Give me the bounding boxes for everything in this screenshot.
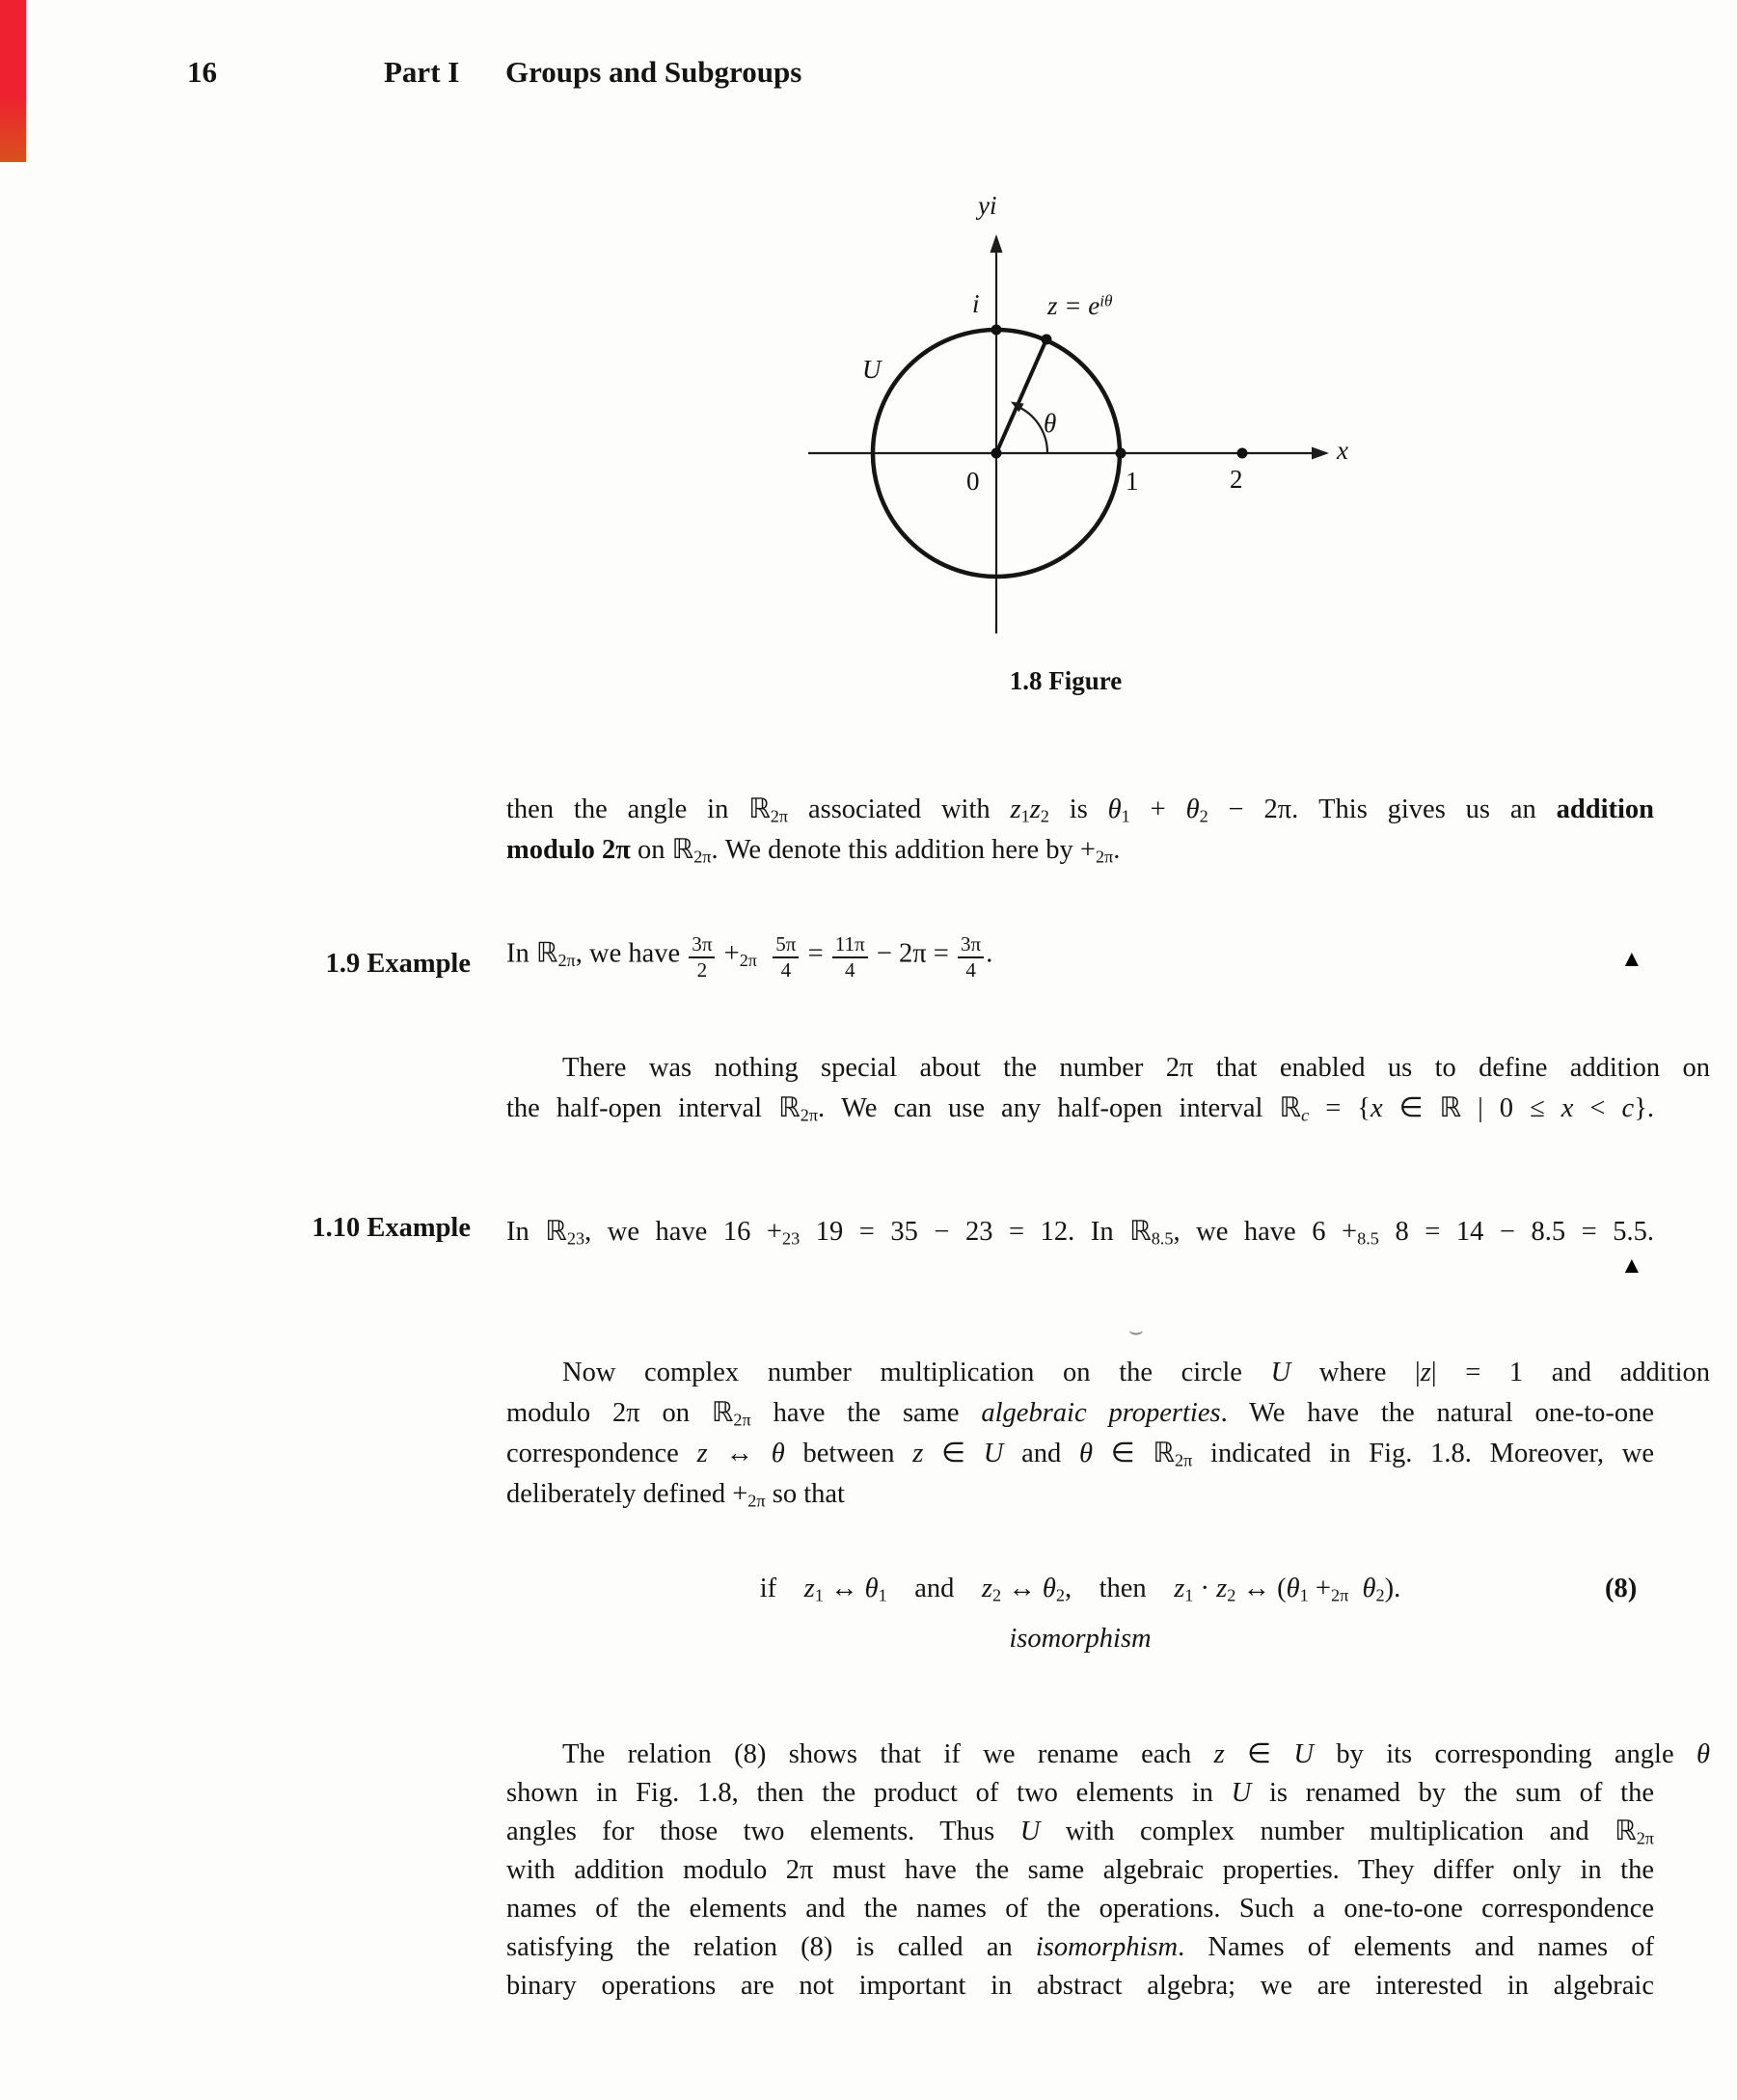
- page-number: 16: [187, 55, 217, 89]
- paragraph-line: angles for those two elements. Thus U with complex number multiplication and ℝ$_{2\pi}$: [506, 1817, 1655, 1848]
- example-end-marker: ▲: [1620, 947, 1643, 972]
- z-dot: [1042, 335, 1052, 345]
- tick-2-label: 2: [1230, 465, 1243, 494]
- paragraph-line: binary operations are not important in abstract algebra; we are interested in algebraic: [506, 1971, 1654, 2001]
- scan-smudge-artifact: ⌣: [1128, 1319, 1144, 1344]
- equation-8-number: (8): [1605, 1574, 1638, 1603]
- part-label: Part I: [384, 55, 460, 89]
- y-axis-arrowhead: [991, 234, 1003, 253]
- origin-dot: [991, 448, 1002, 459]
- y-axis-label: yi: [978, 191, 997, 220]
- origin-label: 0: [966, 467, 980, 496]
- x-axis-label: x: [1337, 436, 1348, 465]
- paragraph-line: shown in Fig. 1.8, then the product of two elements in U is renamed by the sum of the: [506, 1778, 1654, 1808]
- paragraph-line: then the angle in ℝ$_{2\pi}$ associated with $z_1z_2$ is $\theta_1 + \theta_2 - 2\pi$. This gives us an addition: [506, 794, 1655, 826]
- i-label: i: [972, 289, 980, 318]
- tick-1-label: 1: [1126, 467, 1139, 496]
- paragraph-line: There was nothing special about the number 2π that enabled us to define addition on: [562, 1053, 1710, 1083]
- one-dot: [1116, 448, 1126, 459]
- figure-1-8: [791, 135, 1370, 660]
- paragraph-line: the half-open interval ℝ$_{2\pi}$. We can use any half-open interval ℝ$_c$ = {x ∈ ℝ | 0 ≤ x < c}.: [506, 1093, 1654, 1125]
- isomorphism-caption: isomorphism: [1009, 1624, 1152, 1654]
- paragraph-line: with addition modulo 2π must have the same algebraic properties. They differ only in the: [506, 1855, 1654, 1885]
- example-end-marker: ▲: [1620, 1253, 1643, 1279]
- paragraph-line: The relation (8) shows that if we rename each z ∈ U by its corresponding angle θ: [562, 1739, 1710, 1769]
- example-1-10-label: 1.10 Example: [312, 1213, 471, 1243]
- i-dot: [991, 325, 1002, 336]
- paragraph-line: modulo 2π on ℝ$_{2\pi}$ have the same algebraic properties. We have the natural one-to-one: [506, 1398, 1654, 1430]
- paragraph-line: names of the elements and the names of the operations. Such a one-to-one correspondence: [506, 1894, 1654, 1924]
- paragraph-line: modulo 2π on ℝ$_{2\pi}$. We denote this addition here by $+_{2\pi}$.: [506, 835, 1121, 867]
- example-1-9-label: 1.9 Example: [325, 949, 471, 979]
- circle-U-label: U: [862, 355, 882, 384]
- figure-caption: 1.8 Figure: [1009, 666, 1123, 695]
- paragraph-line: deliberately defined $+_{2\pi}$ so that: [506, 1479, 845, 1511]
- two-dot: [1237, 448, 1248, 459]
- unit-circle-diagram: [791, 135, 1370, 660]
- paragraph-line: Now complex number multiplication on the circle U where |z| = 1 and addition: [562, 1358, 1710, 1387]
- scan-corner-artifact: [0, 0, 26, 162]
- equation-8: if $z_1$ ↔ $\theta_1$ and $z_2$ ↔ $\theta_2$, then $z_1 \cdot z_2$ ↔ ($\theta_1 +_{2\pi}$ $\theta_2$).: [759, 1574, 1401, 1605]
- z-point-label: $z = e^{i\theta}$: [1047, 291, 1113, 320]
- paragraph-line: correspondence z ↔ θ between z ∈ U and θ ∈ ℝ$_{2\pi}$ indicated in Fig. 1.8. Moreover, we: [506, 1439, 1655, 1470]
- theta-label: θ: [1044, 409, 1057, 438]
- example-1-9-body: In ℝ$_{2\pi}$, we have $\frac{3\pi}{2}$ $+_{2\pi}$ $\frac{5\pi}{4}$ = $\frac{11\pi}{4}$ − 2π = $\frac{3\pi}{4}$ .: [506, 932, 993, 982]
- example-1-10-body: In ℝ$_{23}$, we have $16 +_{23}$ 19 = 35 − 23 = 12. In ℝ$_{8.5}$, we have $6 +_{8.5}$ 8 = 14 − 8.5 = 5.5.: [506, 1217, 1654, 1249]
- part-title: Groups and Subgroups: [505, 55, 802, 89]
- x-axis-arrowhead: [1312, 447, 1329, 460]
- paragraph-line: satisfying the relation (8) is called an isomorphism. Names of elements and names of: [506, 1932, 1654, 1962]
- radius-line: [996, 339, 1046, 453]
